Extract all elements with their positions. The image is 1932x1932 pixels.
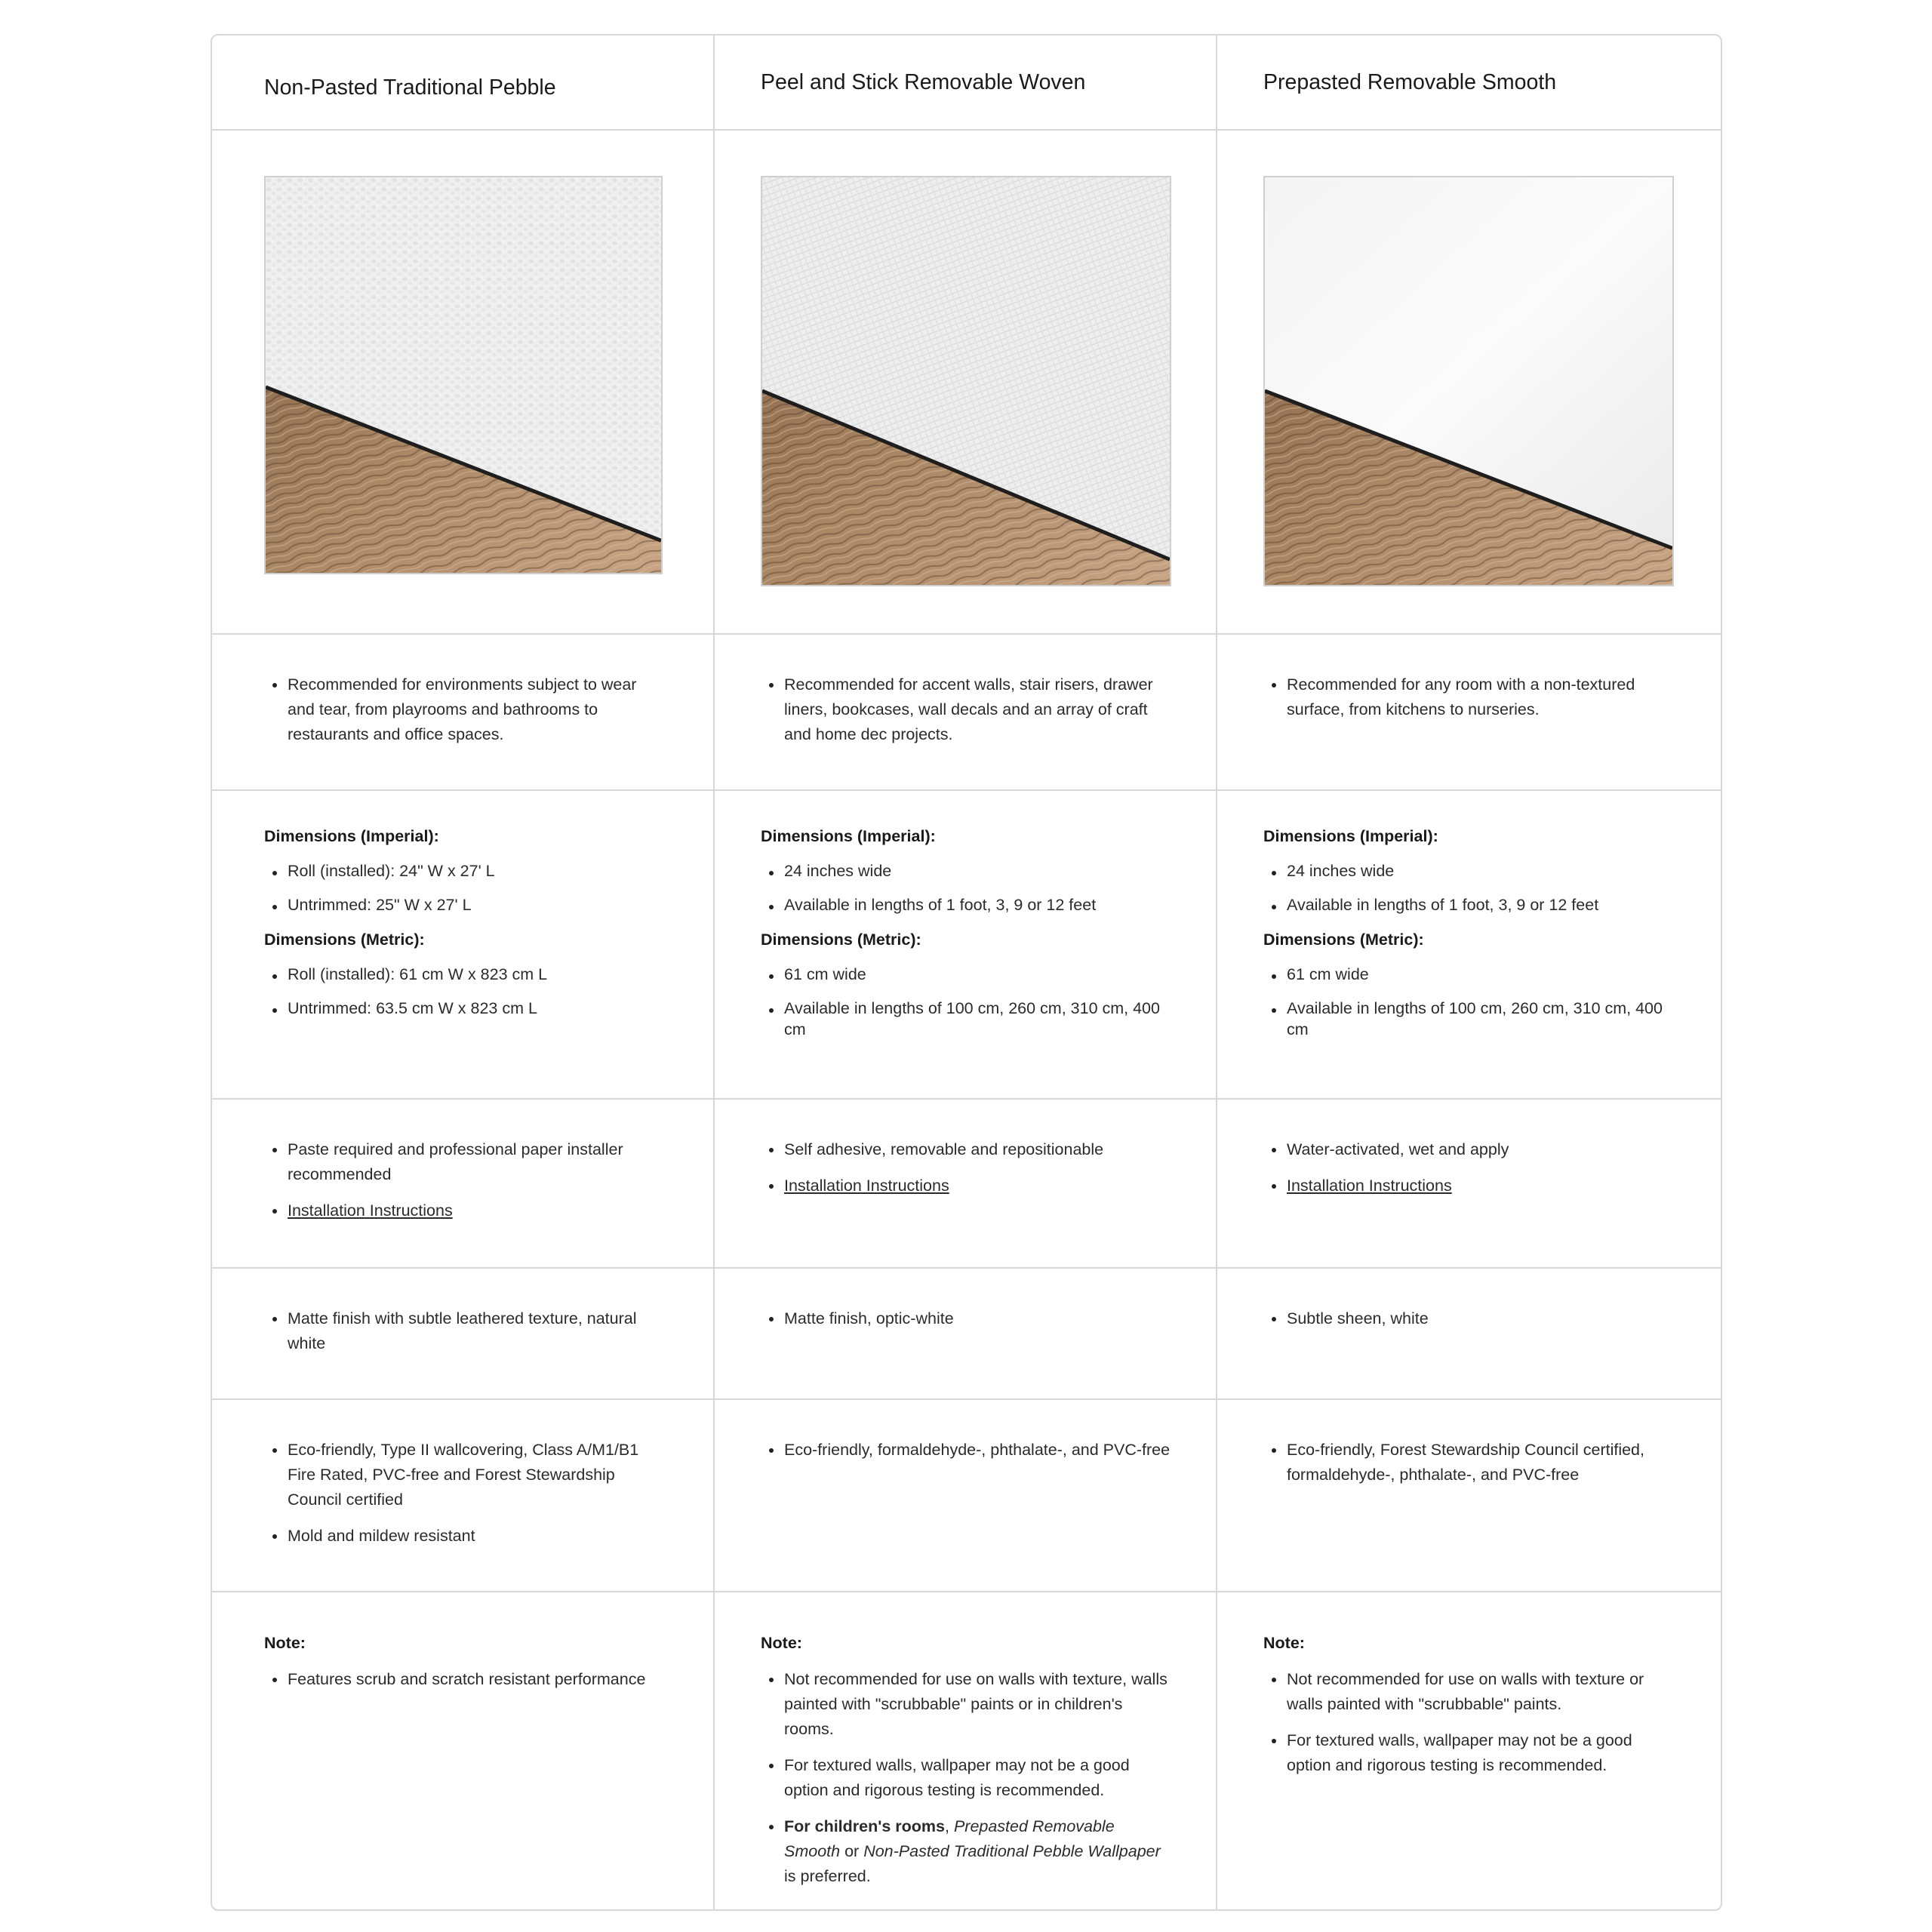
- dimension-item: 24 inches wide: [761, 860, 1171, 881]
- note-label: Note:: [1263, 1634, 1305, 1652]
- eco-item: Mold and mildew resistant: [264, 1524, 668, 1549]
- installation-instructions-link[interactable]: Installation Instructions: [1287, 1177, 1452, 1195]
- usage-cell: [715, 635, 1217, 791]
- note-ending: is preferred.: [784, 1867, 871, 1885]
- note-item: For textured walls, wallpaper may not be a good option and rigorous testing is recommended.: [761, 1753, 1171, 1803]
- pebble-swatch-image: [264, 176, 663, 574]
- dimension-item: Available in lengths of 1 foot, 3, 9 or 12 feet: [1263, 894, 1675, 915]
- eco-cell: [212, 1400, 715, 1592]
- install-cell: [212, 1100, 715, 1269]
- column-header-smooth: [1217, 35, 1721, 131]
- dimensions-metric-label: Dimensions (Metric):: [264, 931, 425, 949]
- note-item: For textured walls, wallpaper may not be a good option and rigorous testing is recommended.: [1263, 1728, 1675, 1778]
- install-link-item: [761, 1174, 1171, 1198]
- eco-item: Eco-friendly, Type II wallcovering, Class A/M1/B1 Fire Rated, PVC-free and Forest Stewardship Council certified: [264, 1438, 668, 1512]
- note-cell: [715, 1592, 1217, 1909]
- install-item: Self adhesive, removable and repositionable: [761, 1137, 1171, 1162]
- finish-cell: [715, 1269, 1217, 1400]
- dimensions-cell: [212, 791, 715, 1100]
- note-cell: [212, 1592, 715, 1909]
- dimension-item: Untrimmed: 25" W x 27' L: [264, 894, 668, 915]
- install-cell: [715, 1100, 1217, 1269]
- dimensions-metric-label: Dimensions (Metric):: [1263, 931, 1424, 949]
- note-label: Note:: [264, 1634, 306, 1652]
- woven-swatch-image: [761, 176, 1171, 586]
- finish-item: Subtle sheen, white: [1263, 1306, 1675, 1331]
- product-title: Peel and Stick Removable Woven: [761, 69, 1086, 94]
- note-item: Features scrub and scratch resistant performance: [264, 1667, 668, 1692]
- eco-cell: [715, 1400, 1217, 1592]
- installation-instructions-link[interactable]: Installation Instructions: [784, 1177, 949, 1195]
- usage-cell: [1217, 635, 1721, 791]
- dimension-item: Untrimmed: 63.5 cm W x 823 cm L: [264, 998, 668, 1019]
- dimension-item: 61 cm wide: [761, 964, 1171, 985]
- usage-item: Recommended for accent walls, stair risers, drawer liners, bookcases, wall decals and an array of craft and home dec projects.: [761, 672, 1171, 747]
- eco-cell: [1217, 1400, 1721, 1592]
- note-connector: or: [840, 1842, 864, 1860]
- eco-item: Eco-friendly, Forest Stewardship Council certified, formaldehyde-, phthalate-, and PVC-free: [1263, 1438, 1675, 1487]
- dimensions-imperial-label: Dimensions (Imperial):: [1263, 827, 1438, 845]
- dimension-item: Available in lengths of 100 cm, 260 cm, 310 cm, 400 cm: [761, 998, 1171, 1040]
- usage-item: Recommended for any room with a non-textured surface, from kitchens to nurseries.: [1263, 672, 1675, 722]
- column-header-pebble: [212, 35, 715, 131]
- dimension-item: 61 cm wide: [1263, 964, 1675, 985]
- dimensions-cell: [715, 791, 1217, 1100]
- smooth-swatch-image: [1263, 176, 1674, 586]
- comparison-table: [211, 34, 1722, 1911]
- swatch-cell: [1217, 131, 1721, 635]
- usage-item: Recommended for environments subject to wear and tear, from playrooms and bathrooms to restaurants and office spaces.: [264, 672, 668, 747]
- dimensions-imperial-label: Dimensions (Imperial):: [264, 827, 439, 845]
- note-separator: ,: [944, 1817, 954, 1835]
- note-italic-product: Prepasted Removable Smooth: [784, 1817, 1115, 1860]
- note-item-childrens-rooms: [761, 1814, 1171, 1889]
- finish-cell: [1217, 1269, 1721, 1400]
- finish-item: Matte finish with subtle leathered texture, natural white: [264, 1306, 668, 1356]
- dimension-item: 24 inches wide: [1263, 860, 1675, 881]
- note-cell: [1217, 1592, 1721, 1909]
- column-header-woven: [715, 35, 1217, 131]
- note-bold-text: For children's rooms: [784, 1817, 945, 1835]
- dimensions-cell: [1217, 791, 1721, 1100]
- install-cell: [1217, 1100, 1721, 1269]
- swatch-cell: [212, 131, 715, 635]
- finish-item: Matte finish, optic-white: [761, 1306, 1171, 1331]
- product-title: Prepasted Removable Smooth: [1263, 69, 1557, 94]
- note-label: Note:: [761, 1634, 802, 1652]
- installation-instructions-link[interactable]: Installation Instructions: [288, 1201, 453, 1220]
- dimension-item: Available in lengths of 100 cm, 260 cm, 310 cm, 400 cm: [1263, 998, 1675, 1040]
- install-item: Water-activated, wet and apply: [1263, 1137, 1675, 1162]
- install-link-item: [264, 1198, 668, 1223]
- eco-item: Eco-friendly, formaldehyde-, phthalate-, and PVC-free: [761, 1438, 1171, 1463]
- usage-cell: [212, 635, 715, 791]
- note-item: Not recommended for use on walls with texture or walls painted with "scrubbable" paints.: [1263, 1667, 1675, 1717]
- dimension-item: Roll (installed): 24" W x 27' L: [264, 860, 668, 881]
- note-item: Not recommended for use on walls with texture, walls painted with "scrubbable" paints or in children's rooms.: [761, 1667, 1171, 1742]
- swatch-cell: [715, 131, 1217, 635]
- finish-cell: [212, 1269, 715, 1400]
- install-item: Paste required and professional paper installer recommended: [264, 1137, 668, 1187]
- product-title: Non-Pasted Traditional Pebble: [264, 75, 556, 100]
- install-link-item: [1263, 1174, 1675, 1198]
- dimensions-metric-label: Dimensions (Metric):: [761, 931, 921, 949]
- dimension-item: Available in lengths of 1 foot, 3, 9 or 12 feet: [761, 894, 1171, 915]
- dimensions-imperial-label: Dimensions (Imperial):: [761, 827, 936, 845]
- dimension-item: Roll (installed): 61 cm W x 823 cm L: [264, 964, 668, 985]
- note-italic-product: Non-Pasted Traditional Pebble Wallpaper: [863, 1842, 1161, 1860]
